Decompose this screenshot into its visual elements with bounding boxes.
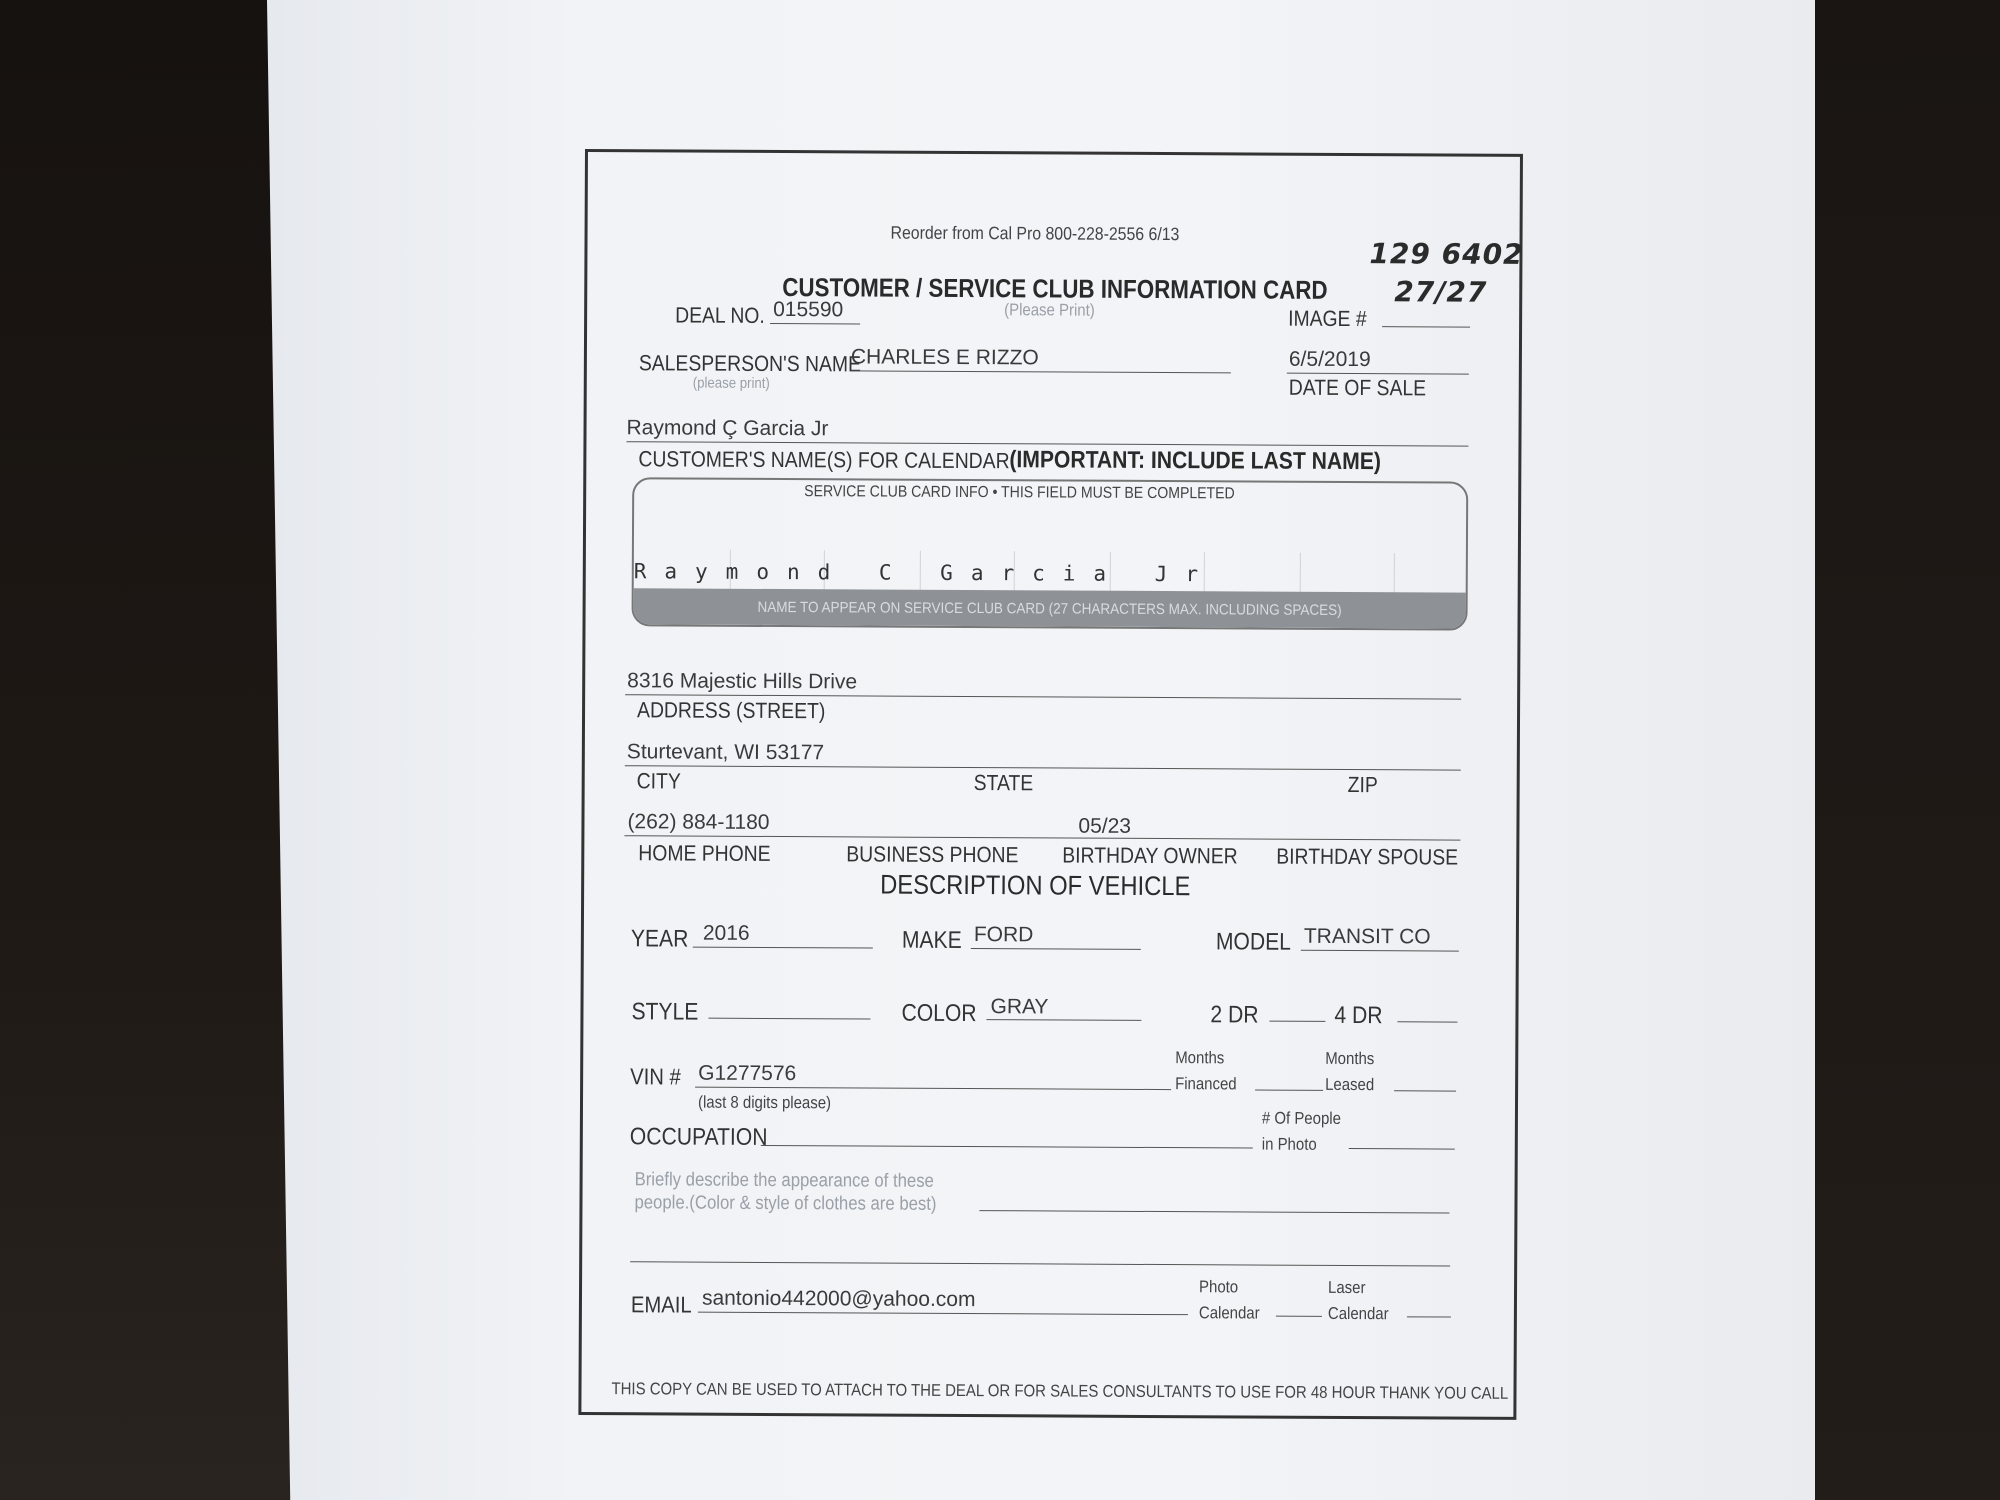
service-club-card-box (632, 477, 1469, 630)
vin-label: VIN # (630, 1063, 681, 1090)
laser-calendar-label-1: Laser (1327, 1277, 1366, 1298)
city-line (625, 765, 1461, 770)
salesperson-sub: (please print) (692, 374, 770, 392)
zip-label: ZIP (1347, 772, 1378, 798)
birthday-owner-label: BIRTHDAY OWNER (1062, 842, 1238, 869)
image-no-label: IMAGE # (1288, 305, 1367, 332)
vin-value: G1277576 (698, 1061, 797, 1086)
months-financed-label-1: Months (1175, 1048, 1225, 1068)
please-print-note: (Please Print) (1004, 300, 1095, 320)
vehicle-heading: DESCRIPTION OF VEHICLE (880, 869, 1191, 902)
service-card-footer-bar (634, 588, 1466, 628)
months-leased-label-2: Leased (1325, 1074, 1375, 1095)
months-leased-label-1: Months (1325, 1048, 1375, 1069)
year-value: 2016 (702, 921, 750, 945)
deal-no-label: DEAL NO. (675, 302, 765, 328)
address-value: 8316 Majestic Hills Drive (627, 669, 858, 694)
reorder-text: Reorder from Cal Pro 800-228-2556 6/13 (890, 222, 1180, 245)
vin-line (695, 1087, 1171, 1090)
salesperson-label: SALESPERSON'S NAME (638, 350, 862, 377)
4dr-label: 4 DR (1334, 1001, 1383, 1030)
handwritten-number: 129 6402 (1369, 237, 1524, 271)
information-card-form (578, 149, 1523, 1420)
model-line (1301, 950, 1459, 952)
cell-divider (1394, 553, 1395, 597)
year-label: YEAR (630, 925, 689, 953)
footer-text: THIS COPY CAN BE USED TO ATTACH TO THE DEAL OR FOR SALES CONSULTANTS TO USE FOR 48 HOUR THANK YOU CALL (611, 1379, 1509, 1403)
customer-name-value: Raymond Ç Garcia Jr (626, 416, 829, 441)
birthday-spouse-label: BIRTHDAY SPOUSE (1276, 843, 1459, 870)
city-value: Sturtevant, WI 53177 (626, 740, 825, 765)
city-label: CITY (636, 768, 681, 794)
make-label: MAKE (901, 926, 962, 954)
email-label: EMAIL (630, 1291, 692, 1318)
occupation-line (761, 1145, 1253, 1149)
deal-no-value: 015590 (773, 297, 844, 322)
background-left (0, 0, 300, 1500)
date-of-sale-value: 6/5/2019 (1288, 347, 1371, 372)
leased-line (1394, 1090, 1456, 1091)
photo-calendar-label-2: Calendar (1198, 1303, 1260, 1323)
occupation-label: OCCUPATION (629, 1123, 768, 1151)
describe-line-2: people.(Color & style of clothes are best) (634, 1192, 937, 1215)
customer-name-label: CUSTOMER'S NAME(S) FOR CALENDAR (638, 446, 1010, 474)
background-right (1800, 0, 2000, 1500)
laser-calendar-label-2: Calendar (1327, 1303, 1389, 1324)
birthday-owner-value: 05/23 (1078, 814, 1132, 838)
2dr-line (1269, 1021, 1325, 1022)
home-phone-label: HOME PHONE (638, 840, 771, 866)
months-financed-label-2: Financed (1175, 1074, 1237, 1094)
model-value: TRANSIT CO (1303, 924, 1431, 949)
style-label: STYLE (631, 998, 699, 1026)
email-line (698, 1312, 1188, 1316)
laser-calendar-line (1407, 1316, 1451, 1317)
handwritten-count: 27/27 (1394, 275, 1488, 309)
vin-note: (last 8 digits please) (697, 1092, 832, 1113)
service-card-footer: NAME TO APPEAR ON SERVICE CLUB CARD (27 CHARACTERS MAX. INCLUDING SPACES) (757, 598, 1342, 619)
phone-line (624, 835, 1460, 840)
photo-calendar-line (1276, 1316, 1322, 1317)
people-label-1: # Of People (1261, 1108, 1341, 1128)
color-label: COLOR (901, 999, 977, 1028)
image-no-line (1382, 326, 1470, 327)
describe-line-1: Briefly describe the appearance of these (634, 1169, 934, 1192)
service-card-header: SERVICE CLUB CARD INFO • THIS FIELD MUST BE COMPLETED (804, 483, 1235, 503)
salesperson-value: CHARLES E RIZZO (850, 345, 1039, 370)
color-value: GRAY (990, 995, 1049, 1019)
important-note: (IMPORTANT: INCLUDE LAST NAME) (1009, 446, 1381, 476)
describe-line (979, 1210, 1449, 1213)
form-title: CUSTOMER / SERVICE CLUB INFORMATION CARD (782, 272, 1328, 305)
make-value: FORD (973, 923, 1034, 947)
financed-line (1255, 1090, 1323, 1091)
service-card-name: Raymond C Garcia Jr (633, 559, 1217, 587)
photo-calendar-label-1: Photo (1199, 1277, 1239, 1297)
people-label-2: in Photo (1261, 1134, 1317, 1154)
salesperson-line (851, 370, 1231, 373)
deal-no-line (770, 323, 860, 324)
business-phone-label: BUSINESS PHONE (846, 841, 1019, 868)
color-line (986, 1019, 1141, 1021)
make-line (971, 948, 1141, 950)
state-label: STATE (973, 770, 1034, 796)
people-line (1349, 1148, 1455, 1150)
model-label: MODEL (1215, 928, 1292, 956)
describe-line-extra (630, 1261, 1450, 1266)
year-line (693, 947, 873, 949)
2dr-label: 2 DR (1210, 1001, 1259, 1029)
address-label: ADDRESS (STREET) (636, 697, 826, 724)
home-phone-value: (262) 884-1180 (627, 810, 770, 834)
style-line (708, 1018, 870, 1020)
cell-divider (1300, 553, 1301, 597)
date-of-sale-label: DATE OF SALE (1288, 374, 1427, 401)
email-value: santonio442000@yahoo.com (701, 1286, 976, 1312)
4dr-line (1397, 1021, 1457, 1022)
